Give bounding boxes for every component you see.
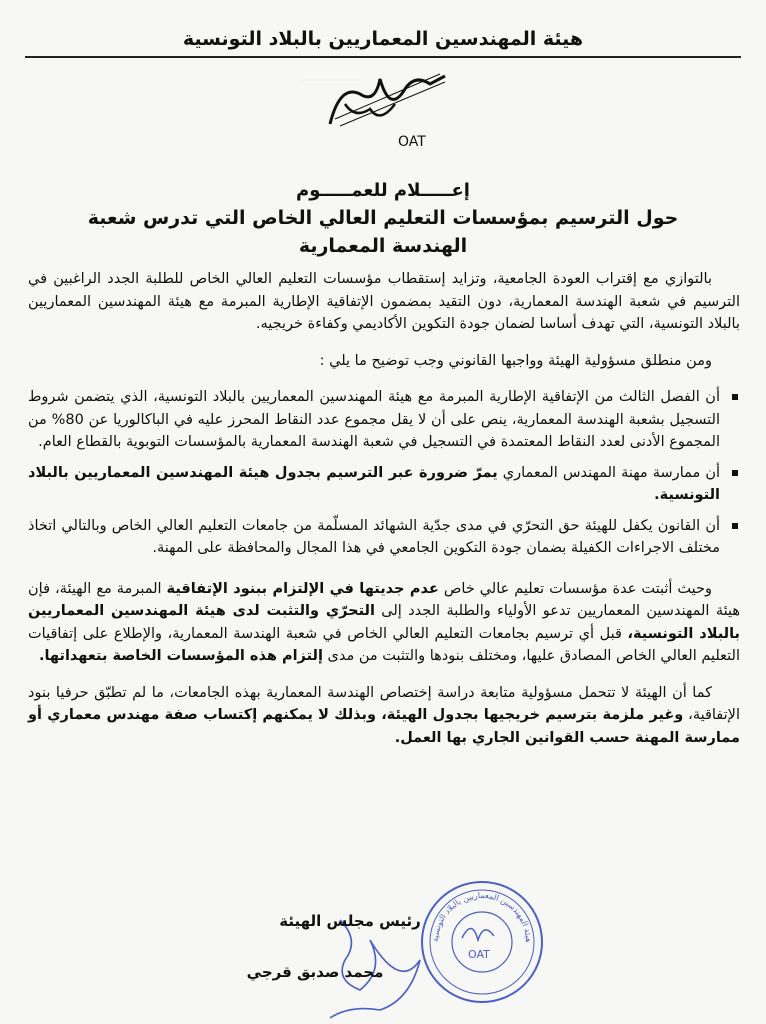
text-emphasis: وغير ملزمة بترسيم خريجيها بجدول الهيئة، وبذلك لا يمكنهم إكتساب صفة مهندس معماري أو ممارسة المهنة حسب القوانين الجاري بها العمل. <box>28 707 740 746</box>
list-item <box>28 462 720 507</box>
text-run: وحيث أثبتت عدة مؤسسات تعليم عالي خاص <box>438 580 713 597</box>
list-item-text: أن الفصل الثالث من الإتفاقية الإطارية المبرمة مع هيئة المهندسين المعماريين بالبلاد التونسية، الذي يتضمن شروط التسجيل بشعبة الهندسة المعمارية، ينص على أن لا يقل مجموع عدد النقاط المحرز عليه في الباكالوريا عن 80% من المجموع الأدنى لعدد النقاط المعتمدة في التسجيل في شعبة الهندسة المعمارية بالمؤسسات التوبوية بالقطاع العام. <box>28 389 720 450</box>
paragraph-clarification-lead: ومن منطلق مسؤولية الهيئة وواجبها القانوني وجب توضيح ما يلي : <box>319 352 712 369</box>
text-emphasis: إلتزام هذه المؤسسات الخاصة بتعهداتها. <box>38 648 323 664</box>
bullet-icon <box>732 470 738 476</box>
text-run: المبرمة مع الهيئة، فإن هيئة المهندسين المعماريين تدعو الأولياء والطلبة الجدد إلى <box>28 580 740 619</box>
official-stamp <box>418 878 546 1006</box>
logo-mark: OAT <box>398 134 426 150</box>
organization-header: هيئة المهندسين المعماريين بالبلاد التونسية <box>182 28 584 50</box>
list-item-text: أن ممارسة مهنة المهندس المعماري <box>497 464 721 481</box>
text-run: قبل أي ترسيم بجامعات التعليم العالي الخاص في شعبة الهندسة المعمارية، والإطلاع على إتفاقيات التعليم العالي الخاص المصادق عليها، ومختلف بنودها والتثبت من مدى <box>28 625 740 664</box>
bleed-through-text: …………… <box>300 70 360 84</box>
notice-title <box>40 178 726 260</box>
list-item <box>28 515 720 560</box>
title-line-2: حول الترسيم بمؤسسات التعليم العالي الخاص التي تدرس شعبة <box>87 207 679 229</box>
text-emphasis: عدم جديتها في الإلتزام ببنود الإتفاقية <box>166 580 439 597</box>
list-item <box>28 386 720 454</box>
title-line-1: إعـــــلام للعمـــــوم <box>296 180 470 201</box>
list-item-emphasis: يمرّ ضرورة عبر الترسيم بجدول هيئة المهندسين المعماريين بالبلاد التونسية. <box>28 464 720 503</box>
organization-logo <box>320 64 455 154</box>
title-line-3: الهندسة المعمارية <box>298 235 468 257</box>
signatory-name: محمد صدبق قرجي <box>246 963 384 981</box>
clarification-list <box>28 386 740 560</box>
stamp-ring-text: هيئة المهندسين المعماريين بالبلاد التونسية <box>430 890 534 943</box>
notice-body <box>28 268 740 763</box>
text-run: كما أن الهيئة لا تتحمل مسؤولية متابعة دراسة إختصاص الهندسة المعمارية بهذه الجامعات، ما لم تطبّق حرفيا بنود الإتفاقية، <box>28 684 740 723</box>
paragraph-liability <box>28 682 740 750</box>
text-emphasis: التحرّي والتثبت لدى هيئة المهندسين المعماريين بالبلاد التونسية، <box>28 603 740 642</box>
paragraph-warning <box>28 578 740 668</box>
list-item-text: أن القانون يكفل للهيئة حق التحرّي في مدى جدّية الشهائد المسلّمة من جامعات التعليم العالي الخاص وبالتالي اتخاذ مختلف الاجراءات الكفيلة بضمان جودة التكوين الجامعي في هذا المجال والمحافظة على المهنة. <box>28 517 720 556</box>
bullet-icon <box>732 394 738 400</box>
signatory-role: رئيس مجلس الهيئة <box>279 912 421 930</box>
header-divider <box>25 56 741 58</box>
bullet-icon <box>732 523 738 529</box>
paragraph-intro: بالتوازي مع إقتراب العودة الجامعية، وتزايد إستقطاب مؤسسات التعليم العالي الخاص للطلبة الجدد الراغبين في الترسيم في شعبة الهندسة المعمارية، دون التقيد بمضمون الإتفاقية الإطارية المبرمة مع هيئة المهندسين المعماريين بالبلاد التونسية، التي تهدف أساسا لضمان جودة التكوين الأكاديمي وكفاءة خريجيه. <box>28 271 740 332</box>
stamp-mark: OAT <box>468 948 490 961</box>
